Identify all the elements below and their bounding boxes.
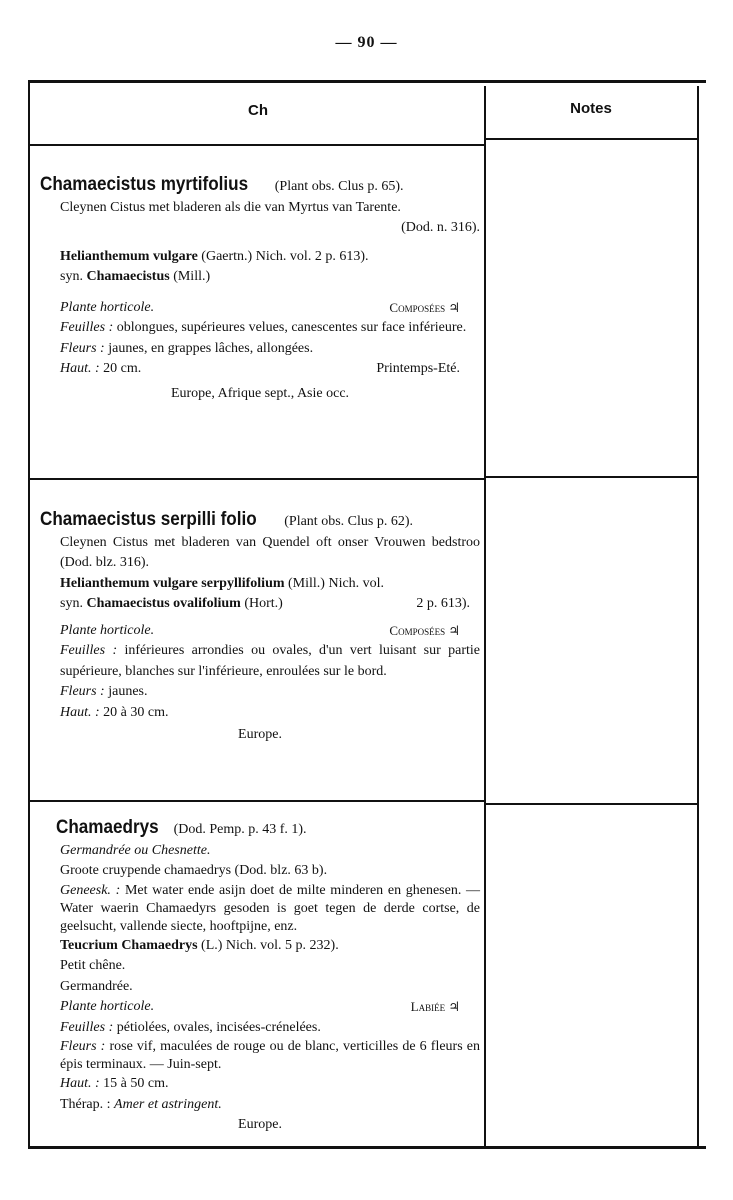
feuilles-text: pétiolées, ovales, incisées-crénelées.	[116, 1019, 321, 1035]
height-label: Haut. :	[60, 1076, 100, 1091]
feuilles-line	[40, 641, 480, 682]
synonym-line-2	[40, 594, 480, 615]
fleurs-line	[40, 682, 480, 703]
season-text: Printemps-Eté.	[376, 361, 460, 376]
family-label: Labiée ♃	[410, 999, 460, 1014]
fleurs-text: jaunes.	[108, 684, 148, 699]
fleurs-label: Fleurs :	[60, 340, 105, 356]
column-divider	[484, 86, 486, 1146]
feuilles-line	[40, 1018, 480, 1039]
entry-divider-2-right	[486, 803, 697, 805]
geneesk-label: Geneesk. :	[60, 882, 121, 898]
entry-heading	[40, 175, 480, 198]
feuilles-label: Feuilles :	[60, 320, 114, 335]
feuilles-label: Feuilles :	[60, 1019, 114, 1035]
height-text: 15 à 50 cm.	[103, 1076, 169, 1091]
common-name: Germandrée ou Chesnette.	[60, 842, 211, 858]
entry-chamaecistus-myrtifolius	[40, 175, 480, 404]
french-name-2: Germandrée.	[60, 978, 133, 994]
region-text: Europe.	[238, 727, 282, 742]
therap-line	[40, 1095, 480, 1116]
entry-title: Chamaecistus myrtifolius	[40, 174, 249, 195]
synonym-reference: (Mill.) Nich. vol.	[288, 575, 385, 591]
synonym-name: Chamaecistus ovalifolium	[86, 596, 241, 611]
synonym-prefix: syn.	[60, 269, 83, 284]
synonym-line-1	[40, 936, 480, 957]
dutch-description: Cleynen Cistus met bladeren van Quendel oft onser Vrouwen bedstroo (Dod. blz. 316).	[60, 534, 480, 570]
height-text: 20 cm.	[103, 361, 142, 376]
entry-chamaecistus-serpilli-folio	[40, 510, 480, 746]
height-line	[40, 703, 480, 724]
synonym-line-1	[40, 574, 480, 595]
height-label: Haut. :	[60, 704, 100, 720]
therap-text: Amer et astringent.	[114, 1096, 222, 1112]
synonym-prefix: syn.	[60, 596, 83, 611]
height-label: Haut. :	[60, 361, 100, 376]
synonym-reference: (Gaertn.) Nich. vol. 2 p. 613).	[201, 248, 369, 264]
geneesk-text: Met water ende asijn doet de milte minderen en ghenesen. — Water waerin Chamaedyrs gesoden is goet tegen de derde cortse, de geelsucht, vallende siecte, hooftpijne, enz.	[60, 882, 481, 934]
table-left-border	[28, 82, 30, 1148]
dutch-description: Cleynen Cistus met bladeren als die van Myrtus van Tarente.	[60, 199, 401, 215]
synonym-line-2	[40, 267, 480, 288]
entry-chamaedrys	[40, 818, 480, 1136]
feuilles-line	[40, 318, 480, 339]
synonym-name: Helianthemum vulgare	[60, 248, 198, 264]
entry-divider-2-left	[30, 800, 484, 802]
fleurs-label: Fleurs :	[60, 1039, 106, 1054]
entry-title-reference: (Plant obs. Clus p. 62).	[284, 514, 413, 529]
synonym-name: Teucrium Chamaedrys	[60, 937, 198, 953]
fleurs-text: rose vif, maculées de rouge ou de blanc, verticilles de 6 fleurs en épis terminaux. — Juin-sept.	[60, 1039, 480, 1072]
entry-title-reference: (Dod. Pemp. p. 43 f. 1).	[173, 822, 307, 837]
height-row	[40, 359, 480, 380]
entry-title-reference: (Plant obs. Clus p. 65).	[274, 179, 404, 194]
entry-divider-1-left	[30, 478, 484, 480]
header-divider-right	[486, 138, 697, 140]
plante-label: Plante horticole.	[60, 999, 155, 1014]
table-bottom-rule	[28, 1146, 706, 1149]
french-name-1: Petit chêne.	[60, 958, 126, 973]
table-top-rule	[28, 80, 706, 83]
plante-row	[40, 997, 480, 1018]
region-text: Europe.	[238, 1117, 282, 1132]
dutch-description: Groote cruypende chamaedrys (Dod. blz. 63 b).	[60, 863, 328, 878]
entry-heading	[40, 510, 480, 533]
region-text: Europe, Afrique sept., Asie occ.	[170, 385, 350, 401]
entry-divider-1-right	[486, 476, 697, 478]
feuilles-text: inférieures arrondies ou ovales, d'un vert luisant sur partie supérieure, blanches sur l'inférieure, enroulées sur le bord.	[60, 643, 481, 679]
height-line	[40, 1074, 480, 1095]
family-label: Composées ♃	[389, 299, 460, 315]
plante-label: Plante horticole.	[60, 622, 155, 638]
synonym-name: Chamaecistus	[86, 269, 170, 284]
plante-label: Plante horticole.	[60, 299, 155, 315]
fleurs-text: jaunes, en grappes lâches, allongées.	[108, 340, 314, 356]
table-right-border	[697, 86, 699, 1146]
feuilles-label: Feuilles :	[60, 643, 118, 658]
page-number: — 90 —	[335, 34, 398, 51]
therap-label: Thérap. :	[60, 1096, 111, 1112]
feuilles-text: oblongues, supérieures velues, canescentes sur face inférieure.	[116, 320, 467, 335]
synonym-reference: (Hort.)	[244, 596, 283, 611]
synonym-reference: (Mill.)	[173, 269, 211, 284]
entry-title: Chamaedrys	[56, 817, 159, 838]
fleurs-line	[40, 1038, 480, 1074]
fleurs-line	[40, 339, 480, 360]
height-text: 20 à 30 cm.	[103, 704, 169, 720]
plante-row	[40, 298, 480, 319]
column-header-notes: Notes	[570, 100, 612, 117]
synonym-volume: 2 p. 613).	[416, 596, 470, 611]
family-label: Composées ♃	[389, 622, 460, 638]
fleurs-label: Fleurs :	[60, 684, 105, 699]
column-header-ch: Ch	[248, 102, 268, 119]
dutch-reference: (Dod. n. 316).	[401, 220, 480, 235]
synonym-name: Helianthemum vulgare serpyllifolium	[60, 575, 285, 591]
entry-heading	[40, 818, 480, 841]
geneesk-line	[40, 882, 480, 936]
plante-row	[40, 621, 480, 642]
synonym-line-1	[40, 247, 480, 268]
synonym-reference: (L.) Nich. vol. 5 p. 232).	[201, 937, 339, 953]
header-divider-left	[30, 144, 484, 146]
entry-title: Chamaecistus serpilli folio	[40, 509, 257, 530]
